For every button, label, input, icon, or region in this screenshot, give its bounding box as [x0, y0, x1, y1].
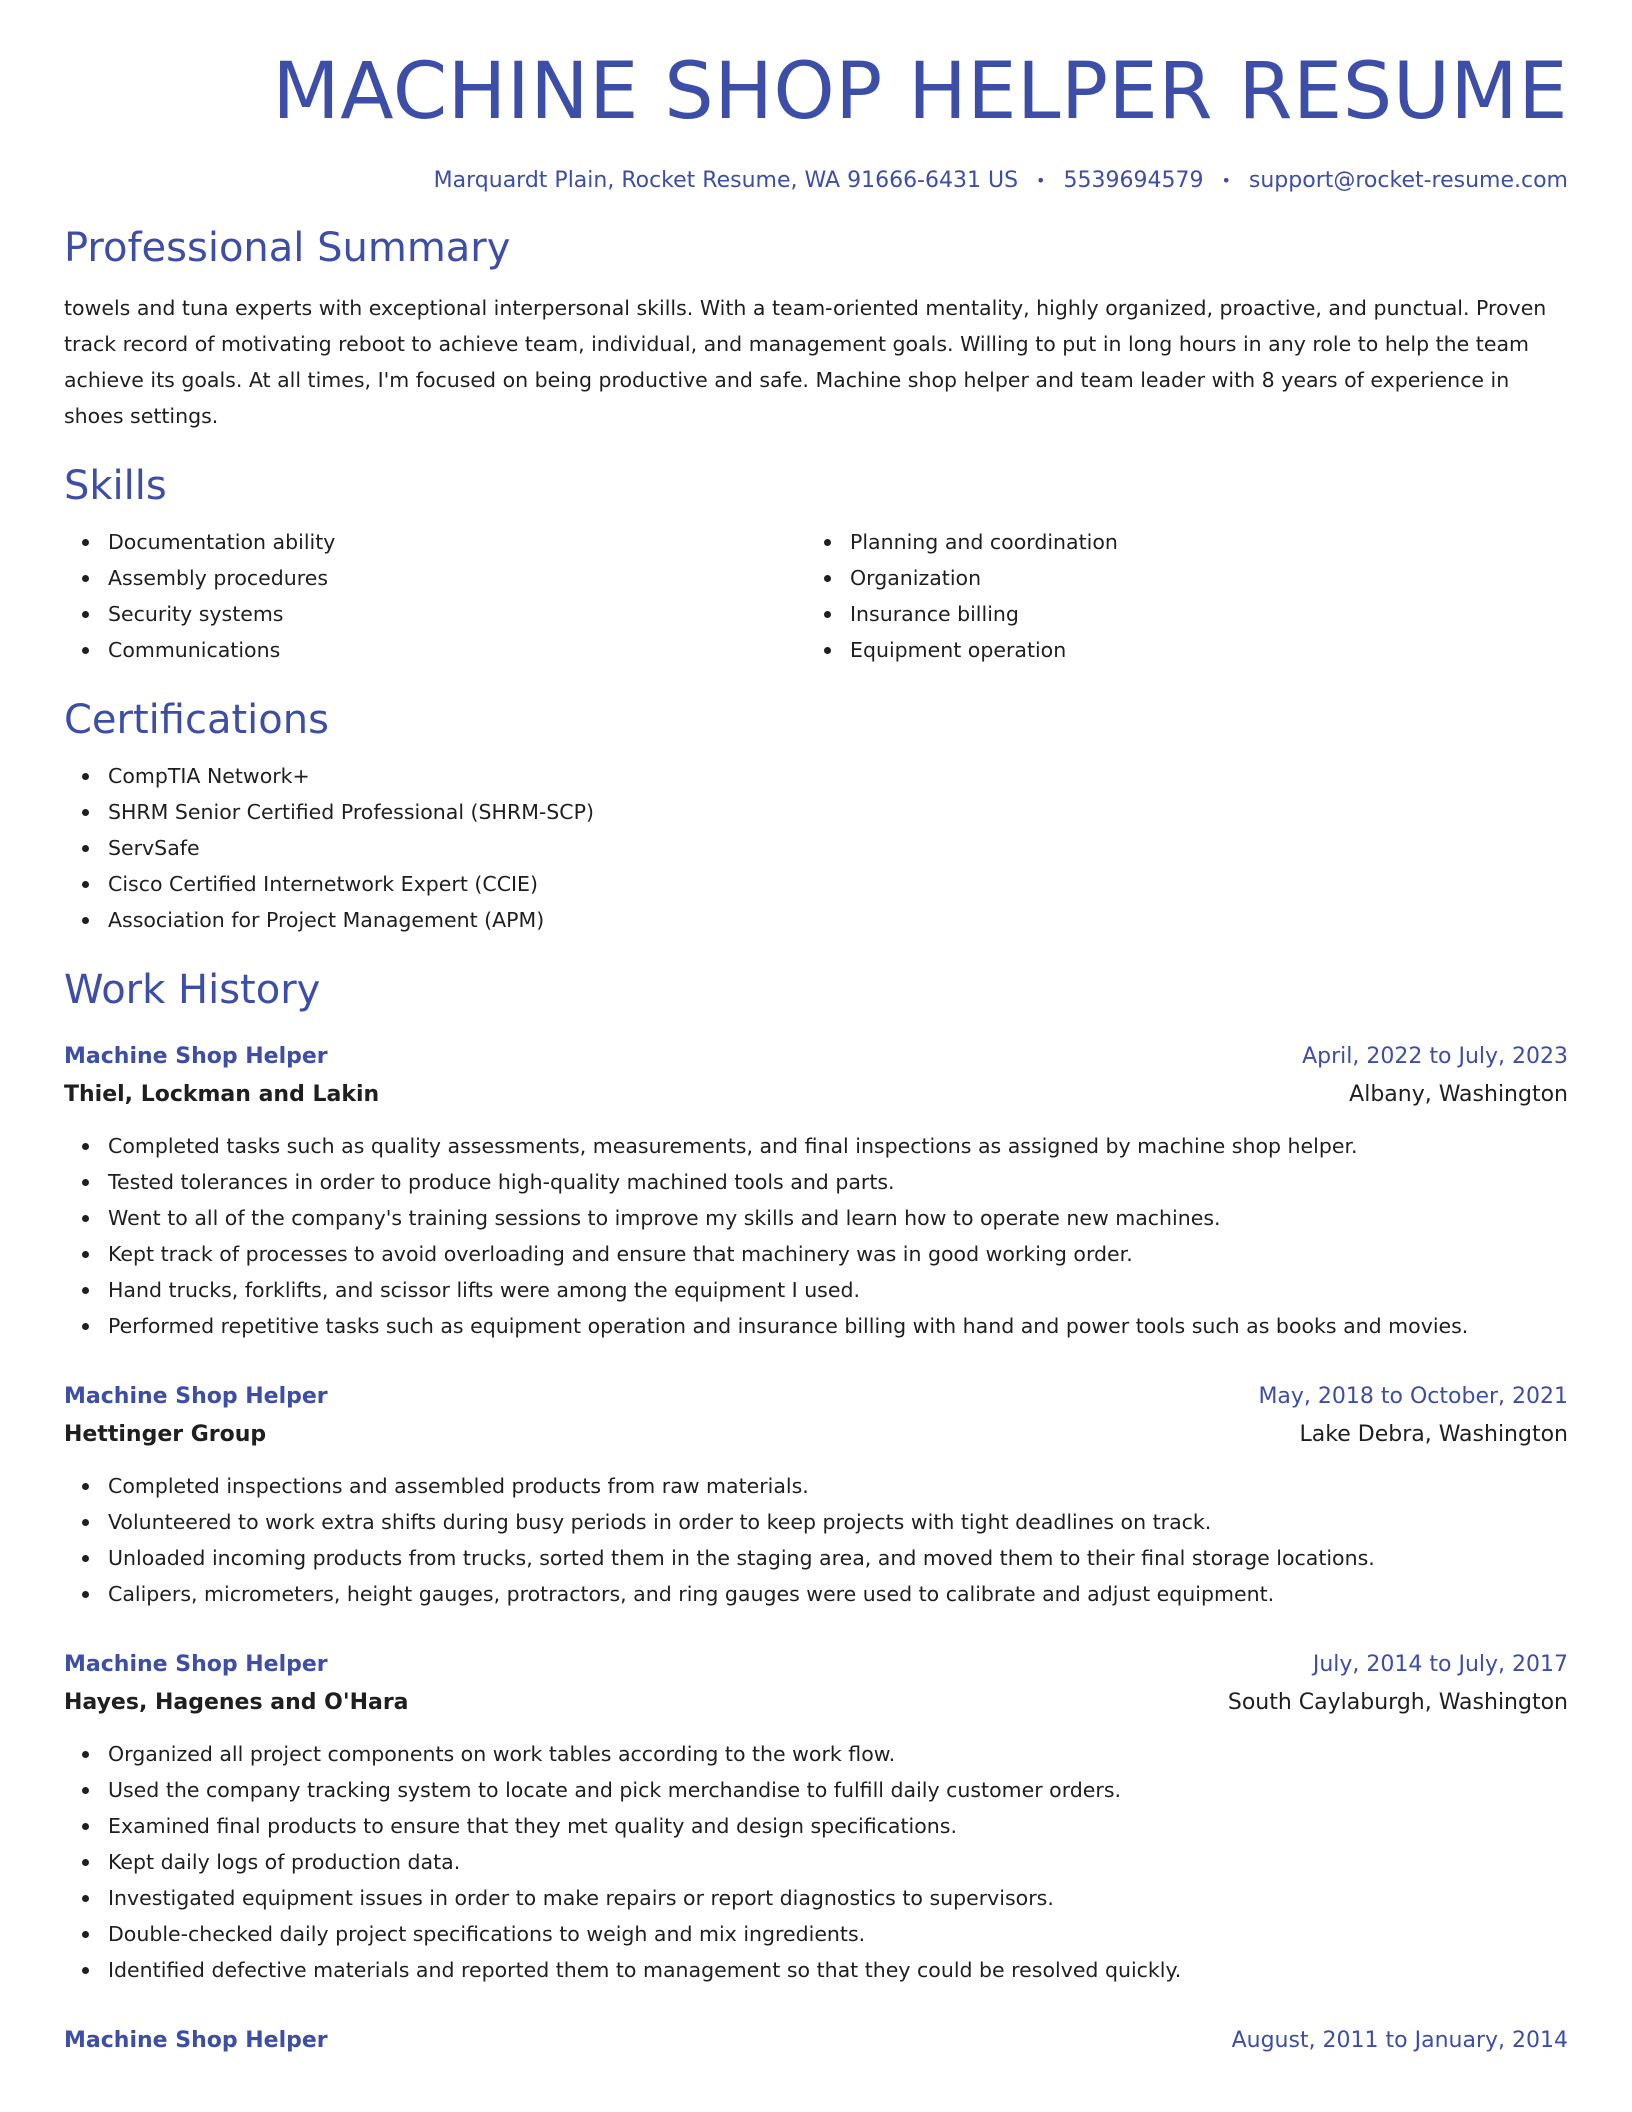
job-company: Thiel, Lockman and Lakin	[64, 1082, 380, 1108]
job-duty: Examined final products to ensure that they met quality and design specifications.	[64, 1808, 1568, 1844]
job-dates: April, 2022 to July, 2023	[1302, 1044, 1568, 1070]
contact-phone: 5539694579	[1063, 167, 1204, 193]
contact-address: Marquardt Plain, Rocket Resume, WA 91666-6431 US	[433, 167, 1019, 193]
job-entry	[64, 2022, 1568, 2060]
job-title-row	[64, 1038, 1568, 1076]
contact-separator: •	[1221, 171, 1231, 191]
skills-grid	[64, 524, 1568, 668]
skill-item: Communications	[64, 632, 806, 668]
job-duty: Completed inspections and assembled products from raw materials.	[64, 1468, 1568, 1504]
job-company-row	[64, 1076, 1568, 1114]
job-duty: Hand trucks, forklifts, and scissor lifts were among the equipment I used.	[64, 1272, 1568, 1308]
job-duty: Volunteered to work extra shifts during busy periods in order to keep projects with tight deadlines on track.	[64, 1504, 1568, 1540]
skill-item: Insurance billing	[806, 596, 1548, 632]
skill-item: Equipment operation	[806, 632, 1548, 668]
job-location: Albany, Washington	[1349, 1082, 1568, 1108]
job-company: Hettinger Group	[64, 1422, 267, 1448]
job-title: Machine Shop Helper	[64, 1384, 328, 1410]
skills-list-right	[806, 524, 1548, 668]
job-duty: Investigated equipment issues in order to make repairs or report diagnostics to supervisors.	[64, 1880, 1568, 1916]
job-company-row	[64, 1416, 1568, 1454]
job-location: South Caylaburgh, Washington	[1227, 1690, 1568, 1716]
work-history-heading: Work History	[64, 967, 321, 1014]
certification-item: Association for Project Management (APM)	[64, 902, 1568, 938]
job-duty: Performed repetitive tasks such as equipment operation and insurance billing with hand and power tools such as books and movies.	[64, 1308, 1568, 1344]
job-duties	[64, 1128, 1568, 1344]
summary-heading: Professional Summary	[64, 225, 511, 272]
job-dates: July, 2014 to July, 2017	[1312, 1652, 1568, 1678]
job-entry	[64, 1038, 1568, 1344]
contact-separator: •	[1036, 171, 1046, 191]
job-duty: Identified defective materials and reported them to management so that they could be resolved quickly.	[64, 1952, 1568, 1988]
job-duty: Kept track of processes to avoid overloading and ensure that machinery was in good working order.	[64, 1236, 1568, 1272]
job-title-row	[64, 1646, 1568, 1684]
job-company: Hayes, Hagenes and O'Hara	[64, 1690, 409, 1716]
certification-item: SHRM Senior Certified Professional (SHRM-SCP)	[64, 794, 1568, 830]
job-title-row	[64, 2022, 1568, 2060]
job-duty: Tested tolerances in order to produce high-quality machined tools and parts.	[64, 1164, 1568, 1200]
job-duty: Unloaded incoming products from trucks, sorted them in the staging area, and moved them to their final storage locations.	[64, 1540, 1568, 1576]
skill-item: Organization	[806, 560, 1548, 596]
job-title: Machine Shop Helper	[64, 1652, 328, 1678]
skills-list-left	[64, 524, 806, 668]
job-duty: Went to all of the company's training sessions to improve my skills and learn how to operate new machines.	[64, 1200, 1568, 1236]
skill-item: Documentation ability	[64, 524, 806, 560]
certifications-heading: Certifications	[64, 697, 329, 744]
job-dates: May, 2018 to October, 2021	[1258, 1384, 1568, 1410]
skill-item: Planning and coordination	[806, 524, 1548, 560]
job-title-row	[64, 1378, 1568, 1416]
job-duty: Organized all project components on work tables according to the work flow.	[64, 1736, 1568, 1772]
certification-item: Cisco Certified Internetwork Expert (CCIE)	[64, 866, 1568, 902]
summary-text: towels and tuna experts with exceptional interpersonal skills. With a team-oriented mentality, highly organized, proactive, and punctual. Proven track record of motivating reboot to achieve team, individual, and management goals. Willing to put in long hours in any role to help the team achieve its goals. At all times, I'm focused on being productive and safe. Machine shop helper and team leader with 8 years of experience in shoes settings.	[64, 296, 1547, 429]
job-duty: Double-checked daily project specifications to weigh and mix ingredients.	[64, 1916, 1568, 1952]
job-dates: August, 2011 to January, 2014	[1231, 2028, 1568, 2054]
resume-page	[64, 0, 1568, 2112]
job-location: Lake Debra, Washington	[1299, 1422, 1568, 1448]
contact-line	[64, 168, 1568, 194]
job-entry	[64, 1646, 1568, 1988]
contact-email: support@rocket-resume.com	[1248, 167, 1568, 193]
certification-item: ServSafe	[64, 830, 1568, 866]
job-entry	[64, 1378, 1568, 1612]
skill-item: Security systems	[64, 596, 806, 632]
certifications-list	[64, 758, 1568, 938]
job-duty: Used the company tracking system to locate and pick merchandise to fulfill daily customer orders.	[64, 1772, 1568, 1808]
job-title: Machine Shop Helper	[64, 1044, 328, 1070]
resume-title: MACHINE SHOP HELPER RESUME	[272, 47, 1568, 137]
job-title: Machine Shop Helper	[64, 2028, 328, 2054]
certification-item: CompTIA Network+	[64, 758, 1568, 794]
job-duty: Calipers, micrometers, height gauges, protractors, and ring gauges were used to calibrate and adjust equipment.	[64, 1576, 1568, 1612]
job-company-row	[64, 1684, 1568, 1722]
skill-item: Assembly procedures	[64, 560, 806, 596]
job-duties	[64, 1468, 1568, 1612]
job-duty: Kept daily logs of production data.	[64, 1844, 1568, 1880]
job-duties	[64, 1736, 1568, 1988]
skills-heading: Skills	[64, 463, 167, 510]
job-duty: Completed tasks such as quality assessments, measurements, and final inspections as assigned by machine shop helper.	[64, 1128, 1568, 1164]
